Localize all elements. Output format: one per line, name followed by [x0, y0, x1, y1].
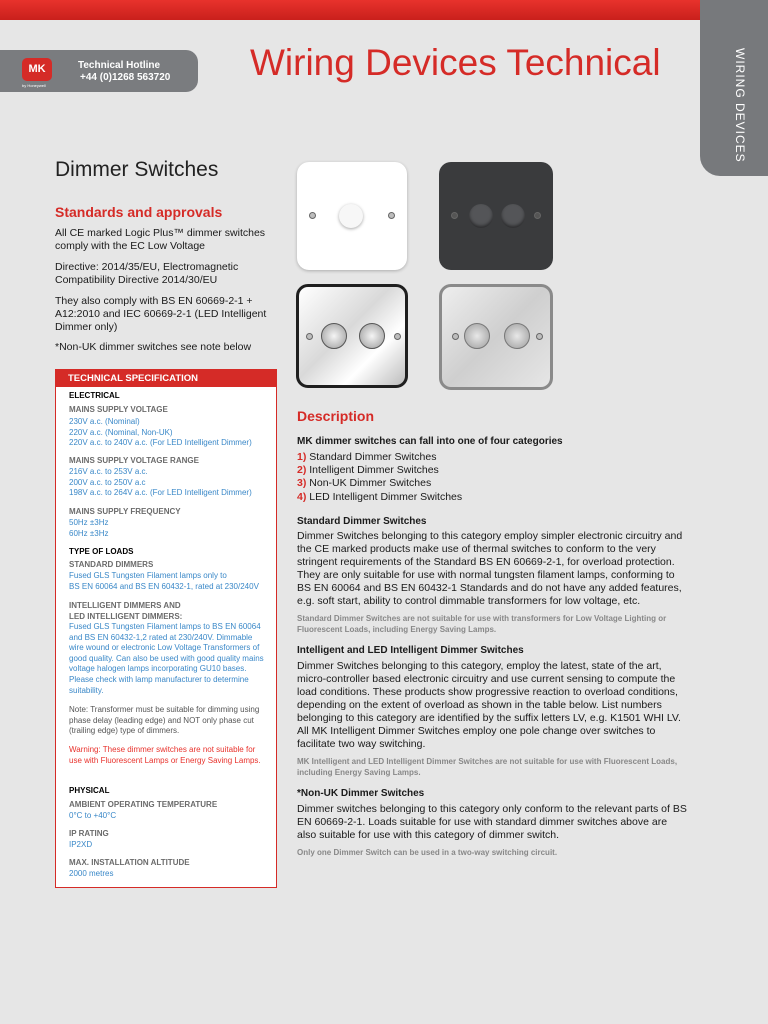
- category-label: Non-UK Dimmer Switches: [309, 477, 432, 489]
- spec-warning: Warning: These dimmer switches are not suitable for use with Fluorescent Lamps or Energy Saving Lamps.: [69, 745, 261, 765]
- top-red-bar: [0, 0, 768, 20]
- category-number: 3): [297, 477, 307, 489]
- nonuk-dimmer-heading: *Non-UK Dimmer Switches: [297, 788, 425, 799]
- spec-loads: TYPE OF LOADS: [69, 547, 134, 556]
- spec-label: MAINS SUPPLY VOLTAGE RANGE: [69, 456, 199, 465]
- intelligent-dimmer-note: MK Intelligent and LED Intelligent Dimmer Switches are not suitable for use with Fluorescent Loads, including Energy Saving Lamps.: [297, 757, 678, 777]
- spec-value: 50Hz ±3Hz 60Hz ±3Hz: [69, 518, 109, 538]
- dimmer-knob: [339, 204, 363, 228]
- intelligent-dimmer-heading: Intelligent and LED Intelligent Dimmer Switches: [297, 645, 524, 656]
- dimmer-knob: [469, 204, 493, 228]
- product-black-double-dimmer: [439, 162, 553, 270]
- category-item: [297, 491, 462, 503]
- spec-label: AMBIENT OPERATING TEMPERATURE: [69, 800, 218, 809]
- category-item: [297, 477, 431, 489]
- mk-logo: MK: [22, 58, 52, 81]
- logo-subtext: by Honeywell: [22, 83, 46, 88]
- spec-electrical: ELECTRICAL: [69, 391, 120, 400]
- spec-label: MAINS SUPPLY VOLTAGE: [69, 405, 168, 414]
- standards-paragraph: *Non-UK dimmer switches see note below: [55, 341, 252, 353]
- dimmer-knob: [501, 204, 525, 228]
- spec-label: MAINS SUPPLY FREQUENCY: [69, 507, 181, 516]
- hotline-title: Technical Hotline: [78, 60, 161, 71]
- standards-paragraph: All CE marked Logic Plus™ dimmer switches comply with the EC Low Voltage: [55, 227, 266, 252]
- intelligent-dimmer-text: Dimmer Switches belonging to this category, employ the latest, state of the art, micro-controller based electronic circuitry and use current sensing to compute the load conditions. These products show progressive reaction to overload conditions, depending on the extent of overload as shown in the table below. List numbers belonging to this category are identified by the suffix letters LV, e.g. K1501 WHI LV. All MK Intelligent Dimmer Switches employ one pole change over switches to facilitate two way switching.: [297, 660, 681, 750]
- category-item: [297, 464, 439, 476]
- nonuk-dimmer-text: Dimmer switches belonging to this category only conform to the relevant parts of BS EN 60669-2-1. Loads suitable for use with standard dimmer switches above are also suitable for use with this category of dimmer switch.: [297, 803, 687, 841]
- dimmer-knob: [321, 323, 347, 349]
- spec-label: IP RATING: [69, 829, 109, 838]
- spec-value: IP2XD: [69, 840, 93, 849]
- description-heading: Description: [297, 408, 375, 424]
- product-white-single-dimmer: [297, 162, 407, 270]
- spec-value: Fused GLS Tungsten Filament lamps to BS EN 60064 and BS EN 60432-1,2 rated at 230/240V. Dimmable wire wound or electronic Low Voltage Transformers of good quality. Can also be used with good quality mains voltage halogen lamps incorporating GU10 bases. Please check with lamp manufacturer to determine suitability.: [69, 622, 264, 695]
- dimmer-knob: [464, 323, 490, 349]
- dimmer-knob: [504, 323, 530, 349]
- spec-value: 230V a.c. (Nominal) 220V a.c. (Nominal, Non-UK) 220V a.c. to 240V a.c. (For LED Intelligent Dimmer): [69, 417, 252, 448]
- hotline-phone: +44 (0)1268 563720: [80, 72, 171, 83]
- standard-dimmer-note: Standard Dimmer Switches are not suitable for use with transformers for Low Voltage Lighting or Fluorescent Loads, including Energy Saving Lamps.: [297, 614, 667, 634]
- product-steel-double-dimmer: [439, 284, 553, 390]
- description-intro: MK dimmer switches can fall into one of four categories: [297, 436, 563, 447]
- spec-value: 0°C to +40°C: [69, 811, 117, 820]
- category-label: Standard Dimmer Switches: [309, 451, 437, 463]
- standards-heading: Standards and approvals: [55, 204, 223, 220]
- category-item: [297, 451, 436, 463]
- spec-label: STANDARD DIMMERS: [69, 560, 154, 569]
- technical-spec-box: [55, 369, 277, 888]
- category-number: 2): [297, 464, 307, 476]
- spec-value: 2000 metres: [69, 869, 114, 878]
- side-tab-label: WIRING DEVICES: [733, 48, 747, 163]
- spec-value: 216V a.c. to 253V a.c. 200V a.c. to 250V a.c 198V a.c. to 264V a.c. (For LED Intelligent Dimmer): [69, 467, 252, 498]
- category-label: LED Intelligent Dimmer Switches: [309, 491, 463, 503]
- spec-note: Note: Transformer must be suitable for dimming using phase delay (leading edge) and NOT only phase cut (trailing edge) type of dimmers.: [69, 705, 260, 736]
- standards-paragraph: Directive: 2014/35/EU, Electromagnetic Compatibility Directive 2014/30/EU: [55, 261, 239, 286]
- category-number: 4): [297, 491, 307, 503]
- category-label: Intelligent Dimmer Switches: [309, 464, 439, 476]
- spec-physical: PHYSICAL: [69, 786, 110, 795]
- standard-dimmer-heading: Standard Dimmer Switches: [297, 516, 427, 527]
- dimmer-knob: [359, 323, 385, 349]
- spec-label: MAX. INSTALLATION ALTITUDE: [69, 858, 190, 867]
- product-chrome-double-dimmer: [296, 284, 408, 388]
- nonuk-dimmer-note: Only one Dimmer Switch can be used in a two-way switching circuit.: [297, 848, 558, 857]
- section-title: Dimmer Switches: [55, 158, 219, 181]
- standards-paragraph: They also comply with BS EN 60669-2-1 + A12:2010 and IEC 60669-2-1 (LED Intelligent Dimmer only): [55, 295, 267, 333]
- page-title: Wiring Devices Technical: [250, 42, 661, 83]
- spec-value: Fused GLS Tungsten Filament lamps only to BS EN 60064 and BS EN 60432-1, rated at 230/240V: [69, 571, 259, 591]
- standard-dimmer-text: Dimmer Switches belonging to this category employ simpler electronic circuitry and the CE marked products make use of thermal switches to conform to the very stringent requirements of the Standard BS EN 60669-2-1, for overload protection. They are only suitable for use with normal tungsten filament lamps, conforming to BS EN 60064 and BS EN 60432-1 Standards and do not have any added features, e.g. soft start, ability to control dimmable transformers for low voltage, etc.: [297, 530, 683, 607]
- category-number: 1): [297, 451, 307, 463]
- spec-header: TECHNICAL SPECIFICATION: [56, 370, 276, 387]
- spec-label: INTELLIGENT DIMMERS AND LED INTELLIGENT DIMMERS:: [69, 601, 183, 621]
